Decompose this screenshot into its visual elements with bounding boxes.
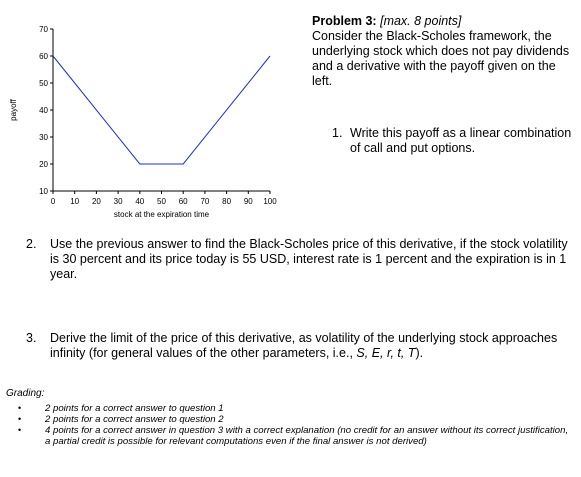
grading-title: Grading: xyxy=(6,388,45,399)
question-1-number: 1. xyxy=(332,126,343,140)
question-2-text: Use the previous answer to find the Black-Scholes price of this derivative, if the stock volatility is 30 percent and its price today is 55 USD, interest rate is 1 percent and the expiration is in 1 year. xyxy=(50,237,568,281)
x-tick-label: 30 xyxy=(113,197,123,206)
x-tick-label: 60 xyxy=(178,197,188,206)
grading-item xyxy=(18,414,578,425)
question-2-number: 2. xyxy=(26,237,37,251)
y-axis-label: payoff xyxy=(9,99,18,121)
x-tick-label: 50 xyxy=(157,197,166,206)
question-2 xyxy=(26,237,566,285)
y-tick-label: 70 xyxy=(39,25,48,34)
grading-item xyxy=(18,425,578,447)
x-tick-label: 100 xyxy=(263,197,277,206)
problem-statement xyxy=(312,14,578,89)
x-tick-label: 40 xyxy=(135,197,145,206)
y-tick-label: 10 xyxy=(39,187,48,196)
question-3 xyxy=(26,331,566,365)
question-1 xyxy=(332,126,577,156)
grading-item-text: 2 points for a correct answer to question 1 xyxy=(45,403,224,414)
question-1-text: Write this payoff as a linear combination of call and put options. xyxy=(350,126,572,155)
grading-item xyxy=(18,403,578,414)
problem-intro: Consider the Black-Scholes framework, the underlying stock which does not pay dividends and a derivative with the payoff given on the left. xyxy=(312,29,570,88)
y-tick-label: 40 xyxy=(39,106,48,115)
x-tick-label: 80 xyxy=(222,197,232,206)
y-tick-label: 50 xyxy=(39,79,48,88)
x-tick-label: 70 xyxy=(200,197,210,206)
y-tick-label: 20 xyxy=(39,160,48,169)
problem-heading: Problem 3: [max. 8 points] xyxy=(312,14,462,28)
y-tick-label: 60 xyxy=(39,52,48,61)
grading-list xyxy=(18,403,578,447)
question-3-number: 3. xyxy=(26,331,37,345)
bullet-icon: • xyxy=(18,403,22,413)
bullet-icon: • xyxy=(18,414,22,424)
question-3-variables: S, E, r, t, T xyxy=(356,346,416,360)
problem-points: [max. 8 points] xyxy=(380,14,462,28)
payoff-line xyxy=(53,56,270,164)
x-tick-label: 10 xyxy=(70,197,80,206)
payoff-chart xyxy=(0,0,300,230)
y-tick-label: 30 xyxy=(39,133,48,142)
grading-item-text: 4 points for a correct answer in question 3 with a correct explanation (no credit for an answer without its correct justification, a partial credit is possible for relevant computations even if the final answer is not derived) xyxy=(45,425,569,447)
x-tick-label: 0 xyxy=(50,197,56,206)
bullet-icon: • xyxy=(18,425,22,435)
grading-item-text: 2 points for a correct answer to question 2 xyxy=(45,414,224,425)
question-3-text: Derive the limit of the price of this derivative, as volatility of the underlying stock approaches infinity (for general values of the other parameters, i.e., S, E, r, t, T). xyxy=(50,331,558,360)
x-tick-label: 20 xyxy=(91,197,101,206)
x-tick-label: 90 xyxy=(243,197,253,206)
x-axis-label: stock at the expiration time xyxy=(113,210,210,219)
